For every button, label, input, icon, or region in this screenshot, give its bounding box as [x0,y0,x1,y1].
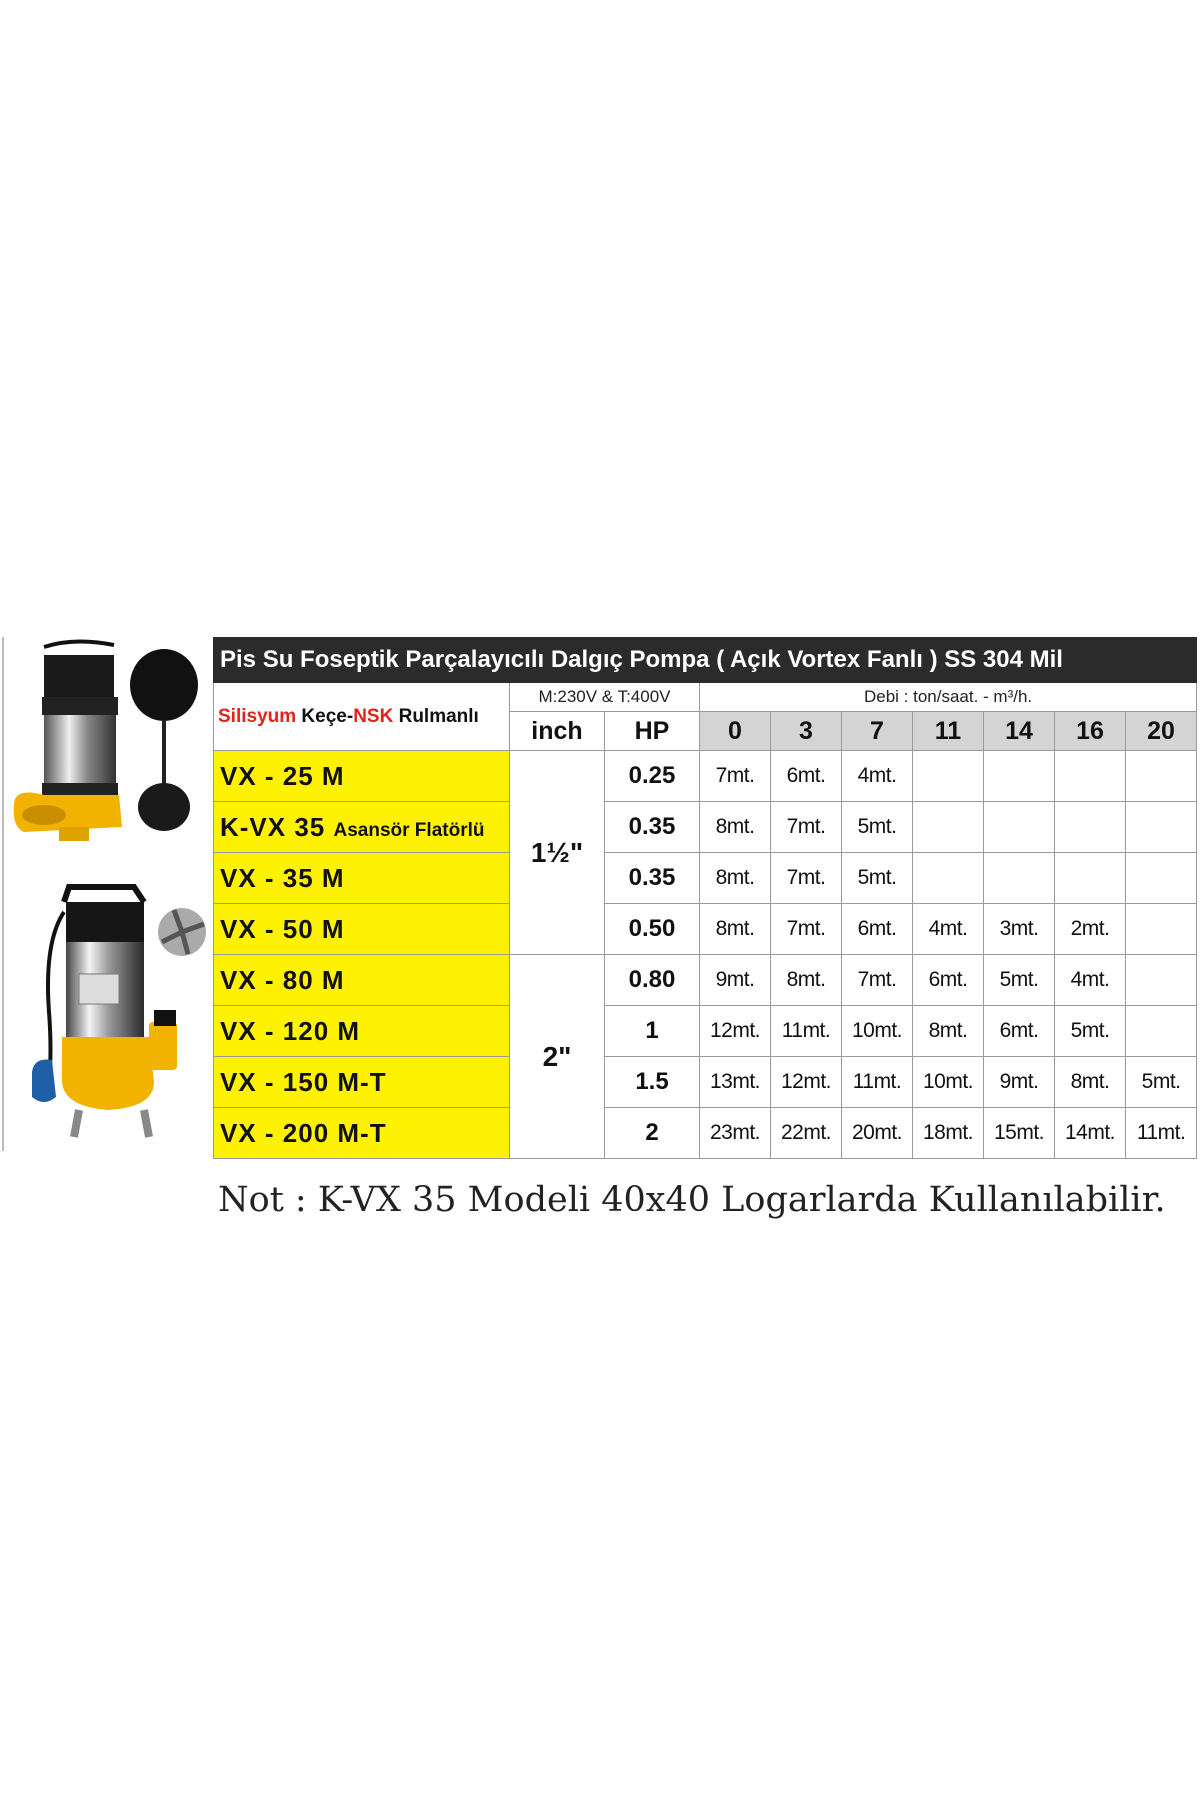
flow-label: Debi : ton/saat. - m³/h. [700,683,1197,712]
flow-column-header: 0 [700,712,771,751]
flow-column-header: 7 [842,712,913,751]
hp-cell: 0.80 [605,955,700,1006]
head-value-cell: 22mt. [771,1108,842,1159]
head-value-cell [984,853,1055,904]
hp-cell: 0.35 [605,802,700,853]
head-value-cell: 15mt. [984,1108,1055,1159]
head-value-cell: 8mt. [700,853,771,904]
hp-cell: 2 [605,1108,700,1159]
head-value-cell: 10mt. [842,1006,913,1057]
brand-silisyum: Silisyum [218,705,297,727]
model-name: VX - 50 M [214,904,510,955]
head-value-cell [1126,853,1197,904]
table-row [214,904,1197,955]
pump-spec-table [213,637,1197,1159]
hp-cell: 0.25 [605,751,700,802]
head-value-cell: 12mt. [771,1057,842,1108]
head-value-cell: 11mt. [771,1006,842,1057]
hp-cell: 1.5 [605,1057,700,1108]
flow-column-header: 11 [913,712,984,751]
model-name: VX - 150 M-T [214,1057,510,1108]
head-value-cell: 4mt. [913,904,984,955]
head-value-cell: 6mt. [771,751,842,802]
head-value-cell [913,853,984,904]
column-header-hp: HP [605,712,700,751]
head-value-cell [984,802,1055,853]
head-value-cell: 8mt. [1055,1057,1126,1108]
head-value-cell: 7mt. [842,955,913,1006]
table-row [214,802,1197,853]
head-value-cell: 11mt. [1126,1108,1197,1159]
head-value-cell: 5mt. [1126,1057,1197,1108]
usage-note: Not : K-VX 35 Modeli 40x40 Logarlarda Kullanılabilir. [218,1180,1166,1220]
head-value-cell: 8mt. [700,904,771,955]
head-value-cell: 3mt. [984,904,1055,955]
flow-column-header: 14 [984,712,1055,751]
head-value-cell: 2mt. [1055,904,1126,955]
head-value-cell: 14mt. [1055,1108,1126,1159]
head-value-cell: 8mt. [771,955,842,1006]
column-header-inch: inch [510,712,605,751]
head-value-cell: 23mt. [700,1108,771,1159]
table-row [214,1057,1197,1108]
brand-nsk: NSK [353,705,394,727]
head-value-cell: 10mt. [913,1057,984,1108]
head-value-cell: 9mt. [984,1057,1055,1108]
head-value-cell [1055,853,1126,904]
head-value-cell: 6mt. [913,955,984,1006]
head-value-cell: 11mt. [842,1057,913,1108]
head-value-cell [1055,751,1126,802]
table-row [214,1006,1197,1057]
model-name: VX - 35 M [214,853,510,904]
table-row [214,853,1197,904]
head-value-cell: 4mt. [1055,955,1126,1006]
table-title: Pis Su Foseptik Parçalayıcılı Dalgıç Pompa ( Açık Vortex Fanlı ) SS 304 Mil [214,638,1197,683]
spec-sheet [0,635,1200,1155]
head-value-cell: 5mt. [1055,1006,1126,1057]
brand-rulmanli: Rulmanlı [393,705,479,727]
head-value-cell: 5mt. [842,853,913,904]
head-value-cell: 9mt. [700,955,771,1006]
model-name: VX - 200 M-T [214,1108,510,1159]
model-name: VX - 25 M [214,751,510,802]
product-photos [2,637,213,1151]
voltage-label: M:230V & T:400V [510,683,700,712]
head-value-cell [984,751,1055,802]
head-value-cell: 7mt. [700,751,771,802]
pump-with-float-switch-photo [4,882,213,1151]
head-value-cell [1126,955,1197,1006]
flow-column-header: 20 [1126,712,1197,751]
hp-cell: 0.50 [605,904,700,955]
head-value-cell: 6mt. [984,1006,1055,1057]
head-value-cell: 7mt. [771,802,842,853]
inch-size-cell: 1½" [510,751,605,955]
hp-cell: 0.35 [605,853,700,904]
head-value-cell: 8mt. [913,1006,984,1057]
head-value-cell [1055,802,1126,853]
head-value-cell: 12mt. [700,1006,771,1057]
head-value-cell: 7mt. [771,904,842,955]
table-row [214,1108,1197,1159]
head-value-cell [1126,1006,1197,1057]
brand-feature-label [214,683,510,751]
head-value-cell: 5mt. [842,802,913,853]
head-value-cell: 8mt. [700,802,771,853]
head-value-cell: 18mt. [913,1108,984,1159]
head-value-cell: 5mt. [984,955,1055,1006]
flow-column-header: 3 [771,712,842,751]
pump-with-float-photo [4,637,213,882]
head-value-cell [1126,802,1197,853]
model-name: VX - 120 M [214,1006,510,1057]
head-value-cell [1126,751,1197,802]
head-value-cell: 7mt. [771,853,842,904]
head-value-cell [1126,904,1197,955]
table-row [214,751,1197,802]
head-value-cell [913,751,984,802]
brand-kece: Keçe- [296,705,354,727]
inch-size-cell: 2" [510,955,605,1159]
hp-cell: 1 [605,1006,700,1057]
head-value-cell: 4mt. [842,751,913,802]
head-value-cell: 6mt. [842,904,913,955]
table-row [214,955,1197,1006]
model-name: K-VX 35 Asansör Flatörlü [214,802,510,853]
head-value-cell: 20mt. [842,1108,913,1159]
model-name: VX - 80 M [214,955,510,1006]
flow-column-header: 16 [1055,712,1126,751]
head-value-cell [913,802,984,853]
head-value-cell: 13mt. [700,1057,771,1108]
